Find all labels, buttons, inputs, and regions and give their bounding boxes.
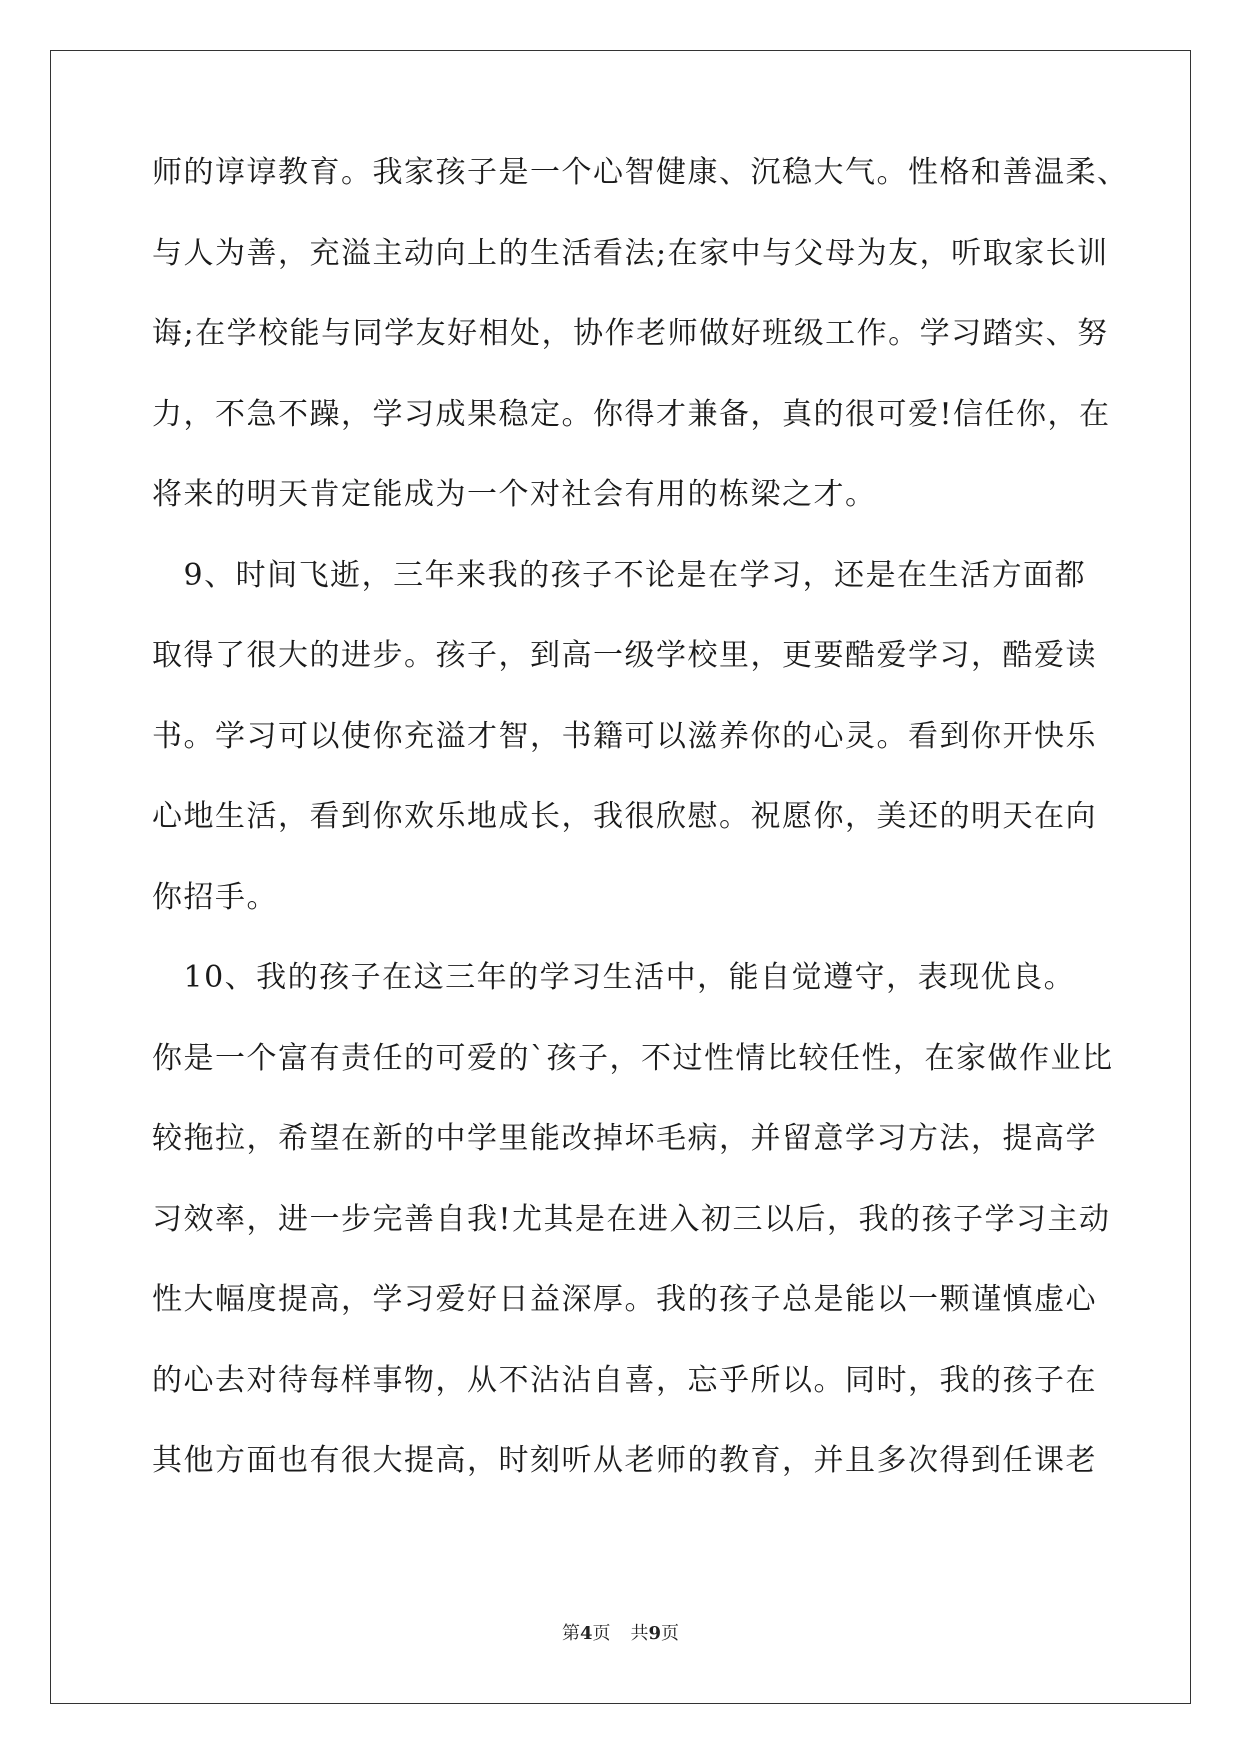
page-total: 共9页 (630, 1623, 680, 1644)
text-line: 较拖拉，希望在新的中学里能改掉坏毛病，并留意学习方法，提高学 (152, 1121, 1097, 1156)
text-line: 书。学习可以使你充溢才智，书籍可以滋养你的心灵。看到你开快乐 (152, 718, 1097, 754)
page-footer (0, 1622, 1241, 1646)
text-line: 习效率，进一步完善自我!尤其是在进入初三以后，我的孩子学习主动 (152, 1201, 1111, 1237)
page-number: 第4页 (561, 1623, 611, 1644)
text-line: 师的谆谆教育。我家孩子是一个心智健康、沉稳大气。性格和善温柔、 (152, 155, 1129, 190)
text-line: 取得了很大的进步。孩子，到高一级学校里，更要酷爱学习，酷爱读 (152, 638, 1097, 673)
text-line: 9、时间飞逝，三年来我的孩子不论是在学习，还是在生活方面都 (152, 557, 1087, 593)
document-body (152, 155, 1129, 1524)
text-line: 性大幅度提高，学习爱好日益深厚。我的孩子总是能以一颗谨慎虚心 (152, 1282, 1097, 1317)
text-line: 与人为善，充溢主动向上的生活看法;在家中与父母为友，听取家长训 (152, 235, 1109, 271)
text-line: 你是一个富有责任的可爱的`孩子，不过性情比较任性，在家做作业比 (152, 1040, 1114, 1076)
text-line: 其他方面也有很大提高，时刻听从老师的教育，并且多次得到任课老 (152, 1443, 1097, 1478)
text-line: 诲;在学校能与同学友好相处，协作老师做好班级工作。学习踏实、努 (152, 316, 1109, 351)
text-line: 的心去对待每样事物，从不沾沾自喜，忘乎所以。同时，我的孩子在 (152, 1362, 1097, 1398)
text-line: 10、我的孩子在这三年的学习生活中，能自觉遵守，表现优良。 (152, 960, 1076, 995)
text-line: 你招手。 (152, 879, 278, 915)
text-line: 将来的明天肯定能成为一个对社会有用的栋梁之才。 (152, 477, 877, 512)
text-line: 力，不急不躁，学习成果稳定。你得才兼备，真的很可爱!信任你，在 (152, 396, 1111, 432)
text-line: 心地生活，看到你欢乐地成长，我很欣慰。祝愿你，美还的明天在向 (152, 799, 1097, 834)
